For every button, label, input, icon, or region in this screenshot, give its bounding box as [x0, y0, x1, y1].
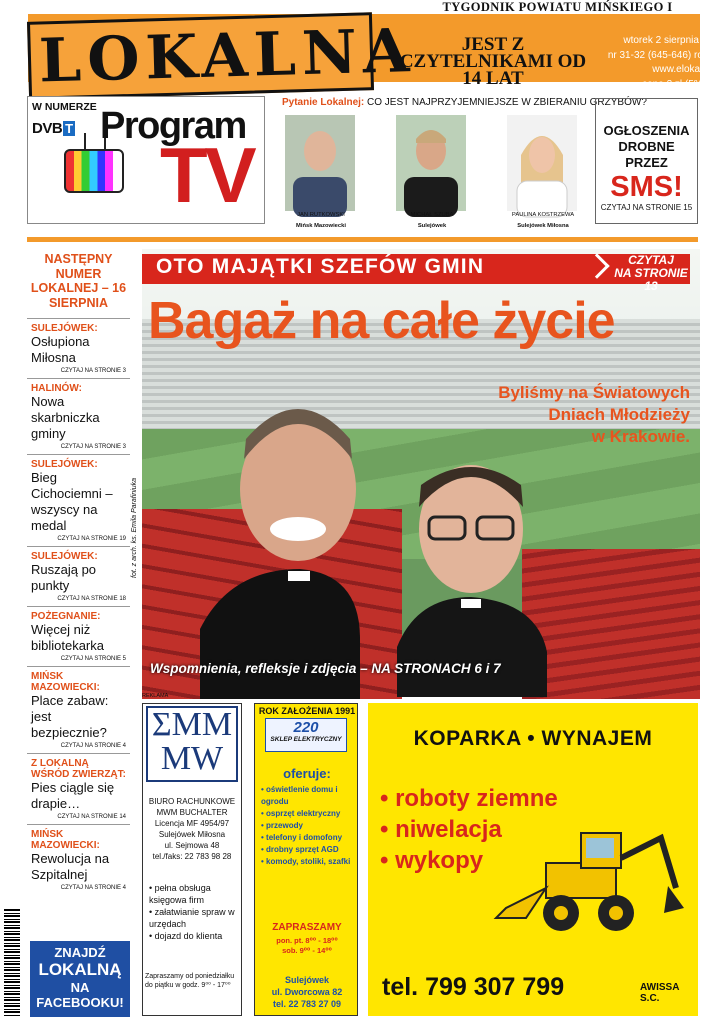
- sidebar-item[interactable]: [27, 319, 130, 379]
- priest-right: [397, 437, 547, 697]
- shop-hours-week: pon. pt. 8⁰⁰ - 18⁰⁰: [276, 936, 338, 945]
- item-section: MIŃSK MAZOWIECKI:: [31, 671, 100, 693]
- item-read: CZYTAJ NA STRONIE 3: [60, 368, 126, 374]
- item-section: MIŃSK MAZOWIECKI:: [31, 829, 100, 851]
- website-link[interactable]: www.elokalna.pl: [652, 64, 724, 75]
- facebook-promo[interactable]: [30, 941, 130, 1017]
- mmw-line: Sulejówek Miłosna: [158, 830, 226, 839]
- shop-address: [255, 974, 359, 1010]
- mmw-line: MWM BUCHALTER: [156, 808, 228, 817]
- shop-item: • osprzęt elektryczny: [261, 809, 341, 818]
- issue-info: [593, 34, 728, 92]
- dvb-text: DVB: [32, 120, 63, 137]
- person-photo: [285, 115, 355, 211]
- poll-person: [283, 115, 375, 232]
- chevron-right-icon: [584, 253, 609, 278]
- item-section: SULEJÓWEK:: [31, 551, 98, 562]
- priest-left: [200, 379, 360, 699]
- item-read: CZYTAJ NA STRONIE 3: [60, 444, 126, 450]
- excavator-icon: [486, 818, 686, 938]
- issue-date: wtorek 2 sierpnia 2016: [623, 35, 724, 46]
- shop-item: • oświetlenie domu i ogrodu: [261, 785, 338, 806]
- sidebar-item[interactable]: [27, 825, 130, 895]
- barcode: [4, 908, 20, 1016]
- ad-accounting[interactable]: [142, 703, 242, 1016]
- poll-question: [282, 97, 647, 108]
- person-photo-image: [396, 115, 466, 211]
- lead-subheadline: [442, 382, 690, 448]
- photo-credit: fot. z arch. ks. Emila Parafiniuka: [131, 478, 138, 578]
- item-headline: Więcej niż bibliotekarka: [31, 622, 104, 653]
- in-issue-label: W NUMERZE: [32, 101, 97, 113]
- koparka-phone[interactable]: tel. 799 307 799: [382, 973, 565, 1001]
- person-photo-image: [507, 115, 577, 211]
- sms-line2: DROBNE: [618, 139, 675, 154]
- sidebar-item[interactable]: [27, 667, 130, 754]
- item-headline: Nowa skarbniczka gminy: [31, 394, 100, 441]
- item-read: CZYTAJ NA STRONIE 14: [57, 814, 126, 820]
- lead-headline[interactable]: Bagaż na całe życie: [148, 292, 615, 350]
- person-name: MICHAŁ SZUBA: [410, 212, 454, 218]
- mmw-services: [149, 882, 241, 942]
- tv-set-icon: [64, 149, 124, 193]
- person-name: PAULINA KOSTRZEWA: [511, 212, 575, 218]
- mmw-logo-bottom: MW: [160, 740, 224, 777]
- dvb-t-text: T: [65, 121, 73, 136]
- issue-price: cena 2 zł (5%VAT): [642, 78, 724, 90]
- tagline: TYGODNIK POWIATU MIŃSKIEGO I: [442, 0, 673, 14]
- masthead: [28, 14, 724, 97]
- banner-read: [612, 254, 690, 293]
- shop-town: Sulejówek: [284, 975, 329, 985]
- dvb-logo: [32, 120, 75, 137]
- item-read: CZYTAJ NA STRONIE 19: [57, 536, 126, 542]
- item-section: HALINÓW:: [31, 383, 82, 394]
- shop-hours-sat: sob. 9⁰⁰ - 14⁰⁰: [282, 946, 332, 955]
- fb-line4: FACEBOOKU!: [36, 995, 124, 1010]
- koparka-service: • roboty ziemne: [380, 785, 558, 812]
- item-headline: Pies ciągle się drapie…: [31, 780, 115, 811]
- item-section: SULEJÓWEK:: [31, 323, 98, 334]
- shop-logo-number: 220: [293, 719, 319, 736]
- lead-banner[interactable]: [142, 253, 690, 293]
- koparka-title: KOPARKA • WYNAJEM: [413, 727, 653, 750]
- poll-label: Pytanie Lokalnej:: [282, 97, 365, 108]
- shop-logo: [265, 718, 347, 752]
- next-issue: NASTĘPNY NUMER LOKALNEJ – 16 SIERPNIA: [27, 248, 130, 319]
- item-headline: Rewolucja na Szpitalnej: [31, 851, 110, 882]
- orange-divider: [27, 237, 698, 242]
- mmw-hours: Zapraszamy od poniedziałku do piątku w godz. 9⁰⁰ - 17⁰⁰: [145, 973, 235, 989]
- item-read: CZYTAJ NA STRONIE 4: [60, 885, 126, 891]
- item-read: CZYTAJ NA STRONIE 4: [60, 743, 126, 749]
- item-headline: Osłupiona Miłosna: [31, 334, 90, 365]
- slogan: JEST Z CZYTELNIKAMI OD 14 LAT: [399, 34, 587, 89]
- shop-street: ul. Dworcowa 82: [271, 987, 343, 997]
- mmw-line: ul. Sejmowa 48: [164, 841, 220, 850]
- koparka-company: AWISSA S.C.: [640, 982, 680, 1004]
- shop-phone: tel. 22 783 27 09: [272, 999, 342, 1009]
- mmw-service: • pełna obsługa księgowa firm: [149, 883, 211, 905]
- item-read: CZYTAJ NA STRONIE 5: [60, 656, 126, 662]
- mmw-line: BIURO RACHUNKOWE: [148, 797, 236, 806]
- ad-electrical-shop[interactable]: [254, 703, 358, 1016]
- person-town: Sulejówek Miłosna: [517, 223, 569, 229]
- mmw-line: Licencja MF 4954/97: [154, 819, 230, 828]
- logo[interactable]: LOKALNA: [38, 16, 417, 97]
- shop-item: • drobny sprzęt AGD: [261, 845, 339, 854]
- sms-line3: PRZEZ: [625, 155, 668, 170]
- poll-person: [505, 115, 597, 232]
- sidebar-item[interactable]: [27, 379, 130, 455]
- person-photo: [396, 115, 466, 211]
- mmw-service: • załatwianie spraw w urzędach: [149, 907, 235, 929]
- mmw-line: tel./faks: 22 783 98 28: [152, 852, 232, 861]
- sidebar-item[interactable]: [27, 754, 130, 825]
- person-town: Sulejówek: [417, 223, 447, 229]
- ad-excavator[interactable]: [368, 703, 698, 1016]
- logo-frame: [27, 12, 417, 100]
- person-name: JAN RUTKOWSKI: [297, 212, 345, 218]
- lead-caption: Wspomnienia, refleksje i zdjęcia – NA STRONACH 6 i 7: [150, 661, 501, 676]
- item-read: CZYTAJ NA STRONIE 18: [57, 596, 126, 602]
- item-headline: Bieg Cichociemni – wszyscy na medal: [31, 470, 113, 533]
- koparka-service: • wykopy: [380, 847, 484, 874]
- banner-text: OTO MAJĄTKI SZEFÓW GMIN: [156, 255, 485, 278]
- shop-year: ROK ZAŁOŻENIA 1991: [258, 706, 356, 716]
- issue-number: nr 31-32 (645-646) rok XV: [607, 49, 724, 61]
- sms-ads-box[interactable]: [595, 98, 698, 224]
- shop-hours: [255, 936, 359, 956]
- ad-label: REKLAMA: [142, 693, 169, 699]
- poll-question-text: CO JEST NAJPRZYJEMNIEJSZE W ZBIERANIU GRZYBÓW?: [367, 97, 647, 108]
- shop-item: • telefony i domofony: [261, 833, 343, 842]
- banner-read-1: CZYTAJ: [628, 253, 674, 267]
- item-section: SULEJÓWEK:: [31, 459, 98, 470]
- program-tv-box[interactable]: [27, 96, 265, 224]
- koparka-service: • niwelacja: [380, 816, 502, 843]
- sms-read-more: CZYTAJ NA STRONIE 15: [600, 203, 693, 212]
- person-town: Mińsk Mazowiecki: [296, 223, 346, 229]
- shop-offer: oferuje:: [283, 766, 331, 781]
- shop-item: • przewody: [261, 821, 303, 830]
- mmw-logo: [146, 706, 238, 782]
- poll-person: [394, 115, 486, 232]
- shop-invite: ZAPRASZAMY: [272, 922, 342, 933]
- program-title: Program: [100, 105, 246, 147]
- item-section: Z LOKALNĄ WŚRÓD ZWIERZĄT:: [31, 758, 126, 780]
- sub-line1: Byliśmy na Światowych: [498, 383, 690, 402]
- sms-big: SMS!: [610, 171, 683, 203]
- lead-photo[interactable]: [142, 249, 700, 692]
- tv-title: TV: [160, 131, 254, 219]
- fb-line3: NA: [70, 980, 90, 995]
- item-headline: Ruszają po punkty: [31, 562, 97, 593]
- item-headline: Place zabaw: jest bezpiecznie?: [31, 693, 109, 740]
- mmw-logo-top: ΣMM: [151, 706, 233, 743]
- banner-read-2: NA STRONIE 13: [614, 266, 688, 293]
- sidebar-item[interactable]: [27, 607, 130, 667]
- sub-line3: w Krakowie.: [591, 427, 690, 446]
- mmw-service: • dojazd do klienta: [149, 931, 223, 941]
- shop-item: • komody, stoliki, szafki: [261, 857, 351, 866]
- fb-line2: LOKALNĄ: [38, 960, 122, 979]
- sms-line1: OGŁOSZENIA: [603, 123, 690, 138]
- item-section: POŻEGNANIE:: [31, 611, 101, 622]
- sub-line2: Dniach Młodzieży: [548, 405, 690, 424]
- person-photo: [507, 115, 577, 211]
- shop-items: [261, 784, 357, 868]
- sidebar: [27, 248, 130, 895]
- stadium-seats-right: [522, 549, 700, 699]
- sidebar-item[interactable]: [27, 455, 130, 547]
- person-photo-image: [285, 115, 355, 211]
- fb-line1: ZNAJDŹ: [54, 945, 106, 960]
- shop-logo-sub: SKLEP ELEKTRYCZNY: [270, 736, 342, 743]
- sidebar-item[interactable]: [27, 547, 130, 607]
- mmw-info: [143, 796, 241, 862]
